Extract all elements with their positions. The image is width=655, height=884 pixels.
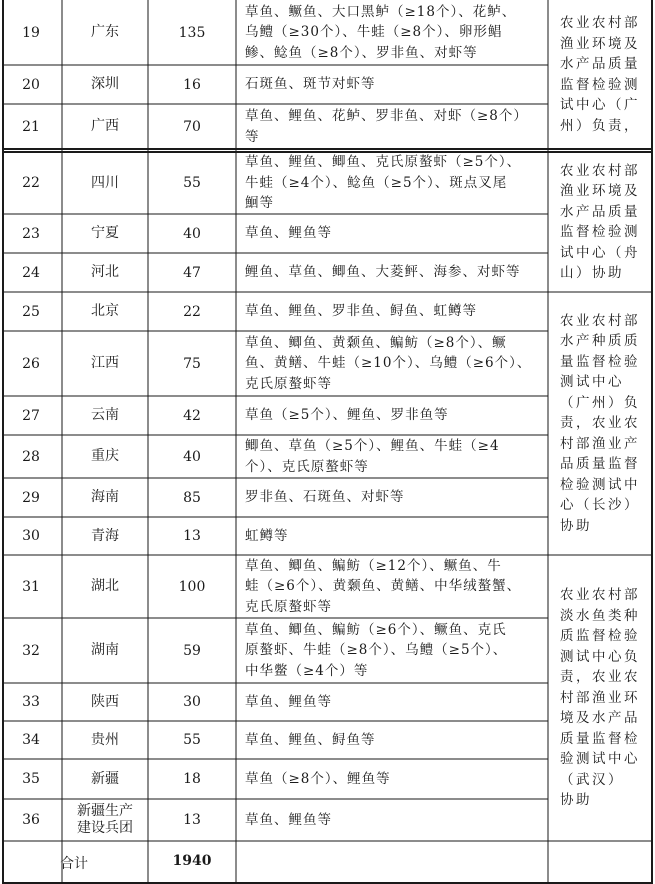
province-name: 海南 xyxy=(91,489,119,505)
species-line: 鲹、鲶鱼（≥8个）、罗非鱼、对虾等 xyxy=(245,44,478,61)
row-index: 28 xyxy=(22,448,40,465)
species-line: 蛙（≥6个）、黄颡鱼、黄鳝、中华绒螯蟹、 xyxy=(245,578,522,595)
species-line: 原螯虾、牛蛙（≥8个）、乌鳢（≥5个）、 xyxy=(245,642,508,659)
species-line: 草鱼、鲤鱼等 xyxy=(245,225,332,242)
row-index: 30 xyxy=(22,528,40,544)
testing-center-line: 渔业环境及 xyxy=(560,183,640,199)
species-line: 草鱼、鳜鱼、大口黑鲈（≥18个）、花鲈、 xyxy=(245,3,517,20)
testing-center-line: （广州）负 xyxy=(560,394,640,411)
row-index: 25 xyxy=(22,303,40,320)
testing-center-line: 水产种质质 xyxy=(560,333,640,350)
testing-center-line: 检验测试中 xyxy=(560,476,640,493)
testing-center-line: 监督检验测 xyxy=(560,76,640,93)
province-name: 北京 xyxy=(91,303,119,319)
province-name: 广东 xyxy=(91,24,119,40)
sample-count: 55 xyxy=(183,175,201,191)
sample-count: 100 xyxy=(178,578,206,595)
province-name: 四川 xyxy=(91,174,119,191)
testing-center-line: 农业农村部 xyxy=(560,162,640,179)
species-line: 鮰等 xyxy=(245,195,274,212)
species-line: 克氏原螯虾等 xyxy=(245,375,332,392)
province-name: 新疆 xyxy=(91,770,119,787)
testing-center-line: 淡水鱼类种 xyxy=(560,607,640,624)
species-line: 草鱼、鲤鱼、鲫鱼、克氏原螯虾（≥5个）、 xyxy=(245,154,522,171)
row-index: 22 xyxy=(22,175,40,191)
species-line: 草鱼（≥5个）、鲤鱼、罗非鱼等 xyxy=(245,407,449,424)
province-name: 湖北 xyxy=(91,578,119,594)
row-index: 31 xyxy=(22,578,40,595)
testing-center-line: 监督检验测 xyxy=(560,224,640,240)
province-name: 宁夏 xyxy=(91,225,119,241)
sample-count: 70 xyxy=(183,118,201,135)
species-line: 石斑鱼、斑节对虾等 xyxy=(245,76,376,93)
testing-center-line: 测试中心负 xyxy=(560,648,640,665)
species-line: 草鱼、鲫鱼、鳊鲂（≥6个）、鳜鱼、克氏 xyxy=(245,621,507,638)
province-name: 广西 xyxy=(91,118,119,134)
species-line: 草鱼、鲫鱼、鳊鲂（≥12个）、鳜鱼、牛 xyxy=(245,557,502,574)
testing-center-line: 村部渔业产 xyxy=(560,435,640,452)
row-index: 27 xyxy=(22,407,40,424)
total-value: 1940 xyxy=(172,853,212,869)
testing-center-line: 试中心（广 xyxy=(560,97,640,113)
sample-count: 40 xyxy=(183,225,201,242)
row-index: 23 xyxy=(22,225,40,242)
testing-center-line: 心（长沙） xyxy=(560,497,640,514)
province-name: 陕西 xyxy=(91,693,119,710)
row-index: 34 xyxy=(22,732,40,748)
province-name: 青海 xyxy=(91,527,119,544)
total-label: 合计 xyxy=(60,856,88,872)
species-line: 草鱼、鲤鱼、罗非鱼、鲟鱼、虹鳟等 xyxy=(245,303,477,320)
row-index: 21 xyxy=(22,118,40,135)
testing-center-line: 村部渔业环 xyxy=(560,689,640,706)
testing-center-line: 协助 xyxy=(560,517,592,534)
row-index: 20 xyxy=(22,76,40,93)
species-line: 牛蛙（≥4个）、鲶鱼（≥5个）、斑点叉尾 xyxy=(245,174,508,191)
testing-center-line: 测试中心 xyxy=(560,374,624,391)
testing-center-line: 农业农村部 xyxy=(560,15,640,31)
sample-count: 13 xyxy=(183,812,201,828)
species-line: 虹鳟等 xyxy=(245,527,289,544)
sample-count: 85 xyxy=(183,489,201,506)
testing-center-line: 责，农业农 xyxy=(560,669,640,686)
province-name: 湖南 xyxy=(91,642,119,658)
testing-center-line: 境及水产品 xyxy=(560,710,640,727)
species-line: 草鱼、鲤鱼等 xyxy=(245,693,332,710)
species-line: 克氏原螯虾等 xyxy=(245,598,332,615)
species-line: 鲤鱼、草鱼、鲫鱼、大菱鲆、海参、对虾等 xyxy=(245,264,521,281)
sample-count: 13 xyxy=(183,528,201,544)
testing-center-line: 渔业环境及 xyxy=(560,35,640,52)
testing-center-line: 品质量监督 xyxy=(560,456,640,473)
sample-count: 16 xyxy=(183,76,201,93)
sample-count: 59 xyxy=(183,642,201,659)
testing-center-line: 协助 xyxy=(560,792,592,809)
testing-center-line: （武汉） xyxy=(560,771,624,788)
species-line: 鲫鱼、草鱼（≥5个）、鲤鱼、牛蛙（≥4 xyxy=(245,438,500,454)
province-name-line: 新疆生产 xyxy=(77,803,133,819)
testing-center-line: 农业农村部 xyxy=(560,587,640,604)
sample-count: 75 xyxy=(183,355,201,372)
sample-count: 22 xyxy=(183,303,201,320)
province-name: 河北 xyxy=(91,264,119,280)
province-name: 重庆 xyxy=(91,448,119,464)
row-index: 29 xyxy=(22,489,40,506)
testing-center-line: 质监督检验 xyxy=(560,628,640,645)
species-line: 等 xyxy=(245,128,260,145)
row-index: 32 xyxy=(22,642,40,659)
testing-center-line: 责，农业农 xyxy=(560,415,640,432)
testing-center-line: 水产品质量 xyxy=(560,203,640,220)
testing-center-line: 农业农村部 xyxy=(560,312,640,329)
sample-count: 47 xyxy=(183,264,201,281)
province-name-line: 建设兵团 xyxy=(77,820,133,836)
sample-count: 42 xyxy=(183,407,201,424)
province-name: 江西 xyxy=(91,355,119,371)
sample-count: 40 xyxy=(183,448,201,465)
testing-center-line: 水产品质量 xyxy=(560,56,640,72)
sample-count: 55 xyxy=(183,732,201,748)
row-index: 35 xyxy=(22,771,40,787)
species-line: 个）、克氏原螯虾等 xyxy=(245,458,369,475)
sample-count: 30 xyxy=(183,694,201,710)
row-index: 33 xyxy=(22,694,40,710)
species-line: 草鱼、鲤鱼、鲟鱼等 xyxy=(245,731,376,748)
testing-center-line: 质量监督检 xyxy=(560,730,640,747)
species-line: 草鱼、鲤鱼等 xyxy=(245,811,332,828)
testing-center-line: 验测试中心 xyxy=(560,751,640,768)
species-line: 乌鳢（≥30个）、牛蛙（≥8个）、卵形鲳 xyxy=(245,24,503,41)
species-line: 鱼、黄鳝、牛蛙（≥10个）、乌鳢（≥6个）、 xyxy=(245,355,532,372)
province-name: 贵州 xyxy=(91,731,119,748)
testing-center-line: 州）负责， xyxy=(560,117,640,134)
testing-center-line: 量监督检验 xyxy=(560,353,640,370)
species-line: 草鱼、鲤鱼、花鲈、罗非鱼、对虾（≥8个） xyxy=(245,108,528,124)
species-line: 中华鳖（≥4个）等 xyxy=(245,662,369,679)
sample-count: 18 xyxy=(183,771,201,787)
testing-center-line: 山）协助 xyxy=(560,265,624,281)
row-index: 19 xyxy=(22,24,40,41)
species-line: 草鱼、鲫鱼、黄颡鱼、鳊鲂（≥8个）、鳜 xyxy=(245,334,507,351)
row-index: 26 xyxy=(22,355,40,372)
species-line: 罗非鱼、石斑鱼、对虾等 xyxy=(245,489,405,506)
province-name: 深圳 xyxy=(91,76,119,92)
row-index: 36 xyxy=(22,812,40,828)
species-line: 草鱼（≥8个）、鲤鱼等 xyxy=(245,770,391,787)
province-name: 云南 xyxy=(91,407,119,423)
row-index: 24 xyxy=(22,264,40,281)
testing-center-line: 试中心（舟 xyxy=(560,244,640,261)
sample-count: 135 xyxy=(178,24,206,41)
